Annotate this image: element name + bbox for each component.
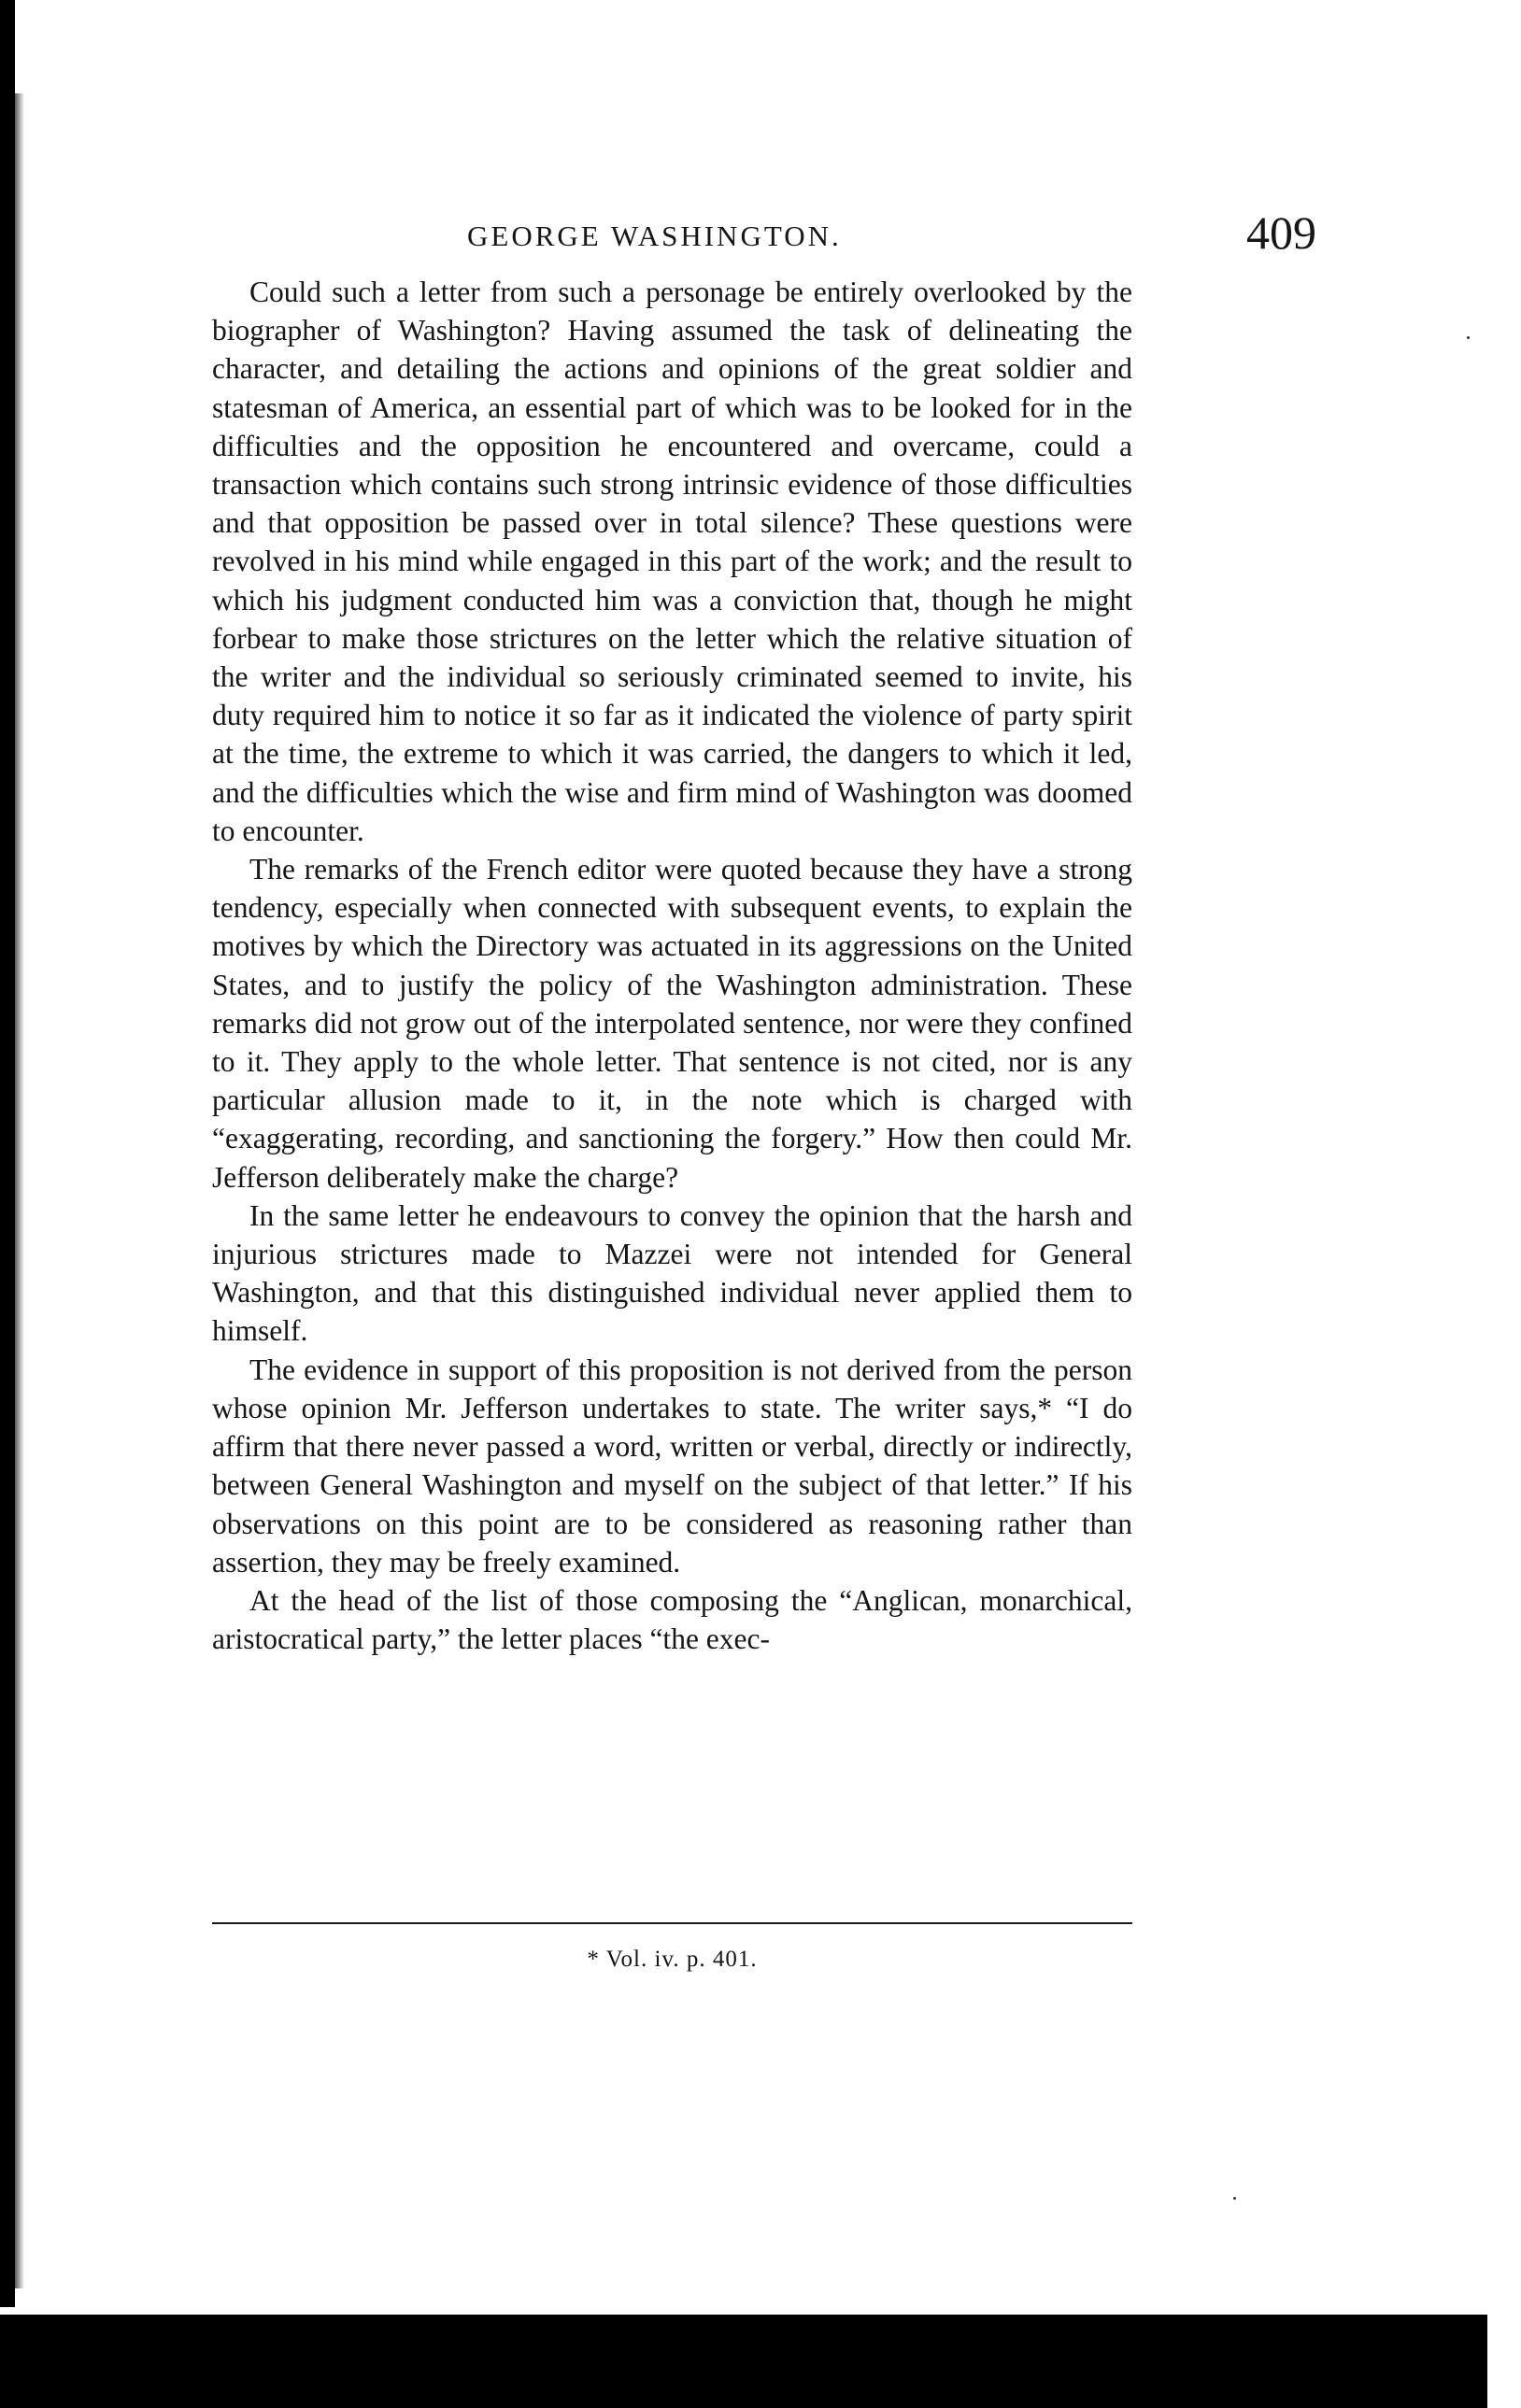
body-text bbox=[212, 273, 1132, 1658]
paragraph: Could such a letter from such a personage be entirely overlooked by the biographer of Washington? Having assumed the task of delineating the character, and detailing the actions and opinions of the great soldier and statesman of America, an essential part of which was to be looked for in the difficulties and the opposition he encountered and overcame, could a transaction which contains such strong intrinsic evidence of those difficulties and that opposition be passed over in total silence? These questions were revolved in his mind while engaged in this part of the work; and the result to which his judgment conducted him was a conviction that, though he might forbear to make those strictures on the letter which the relative situation of the writer and the individual so seriously criminated seemed to invite, his duty required him to notice it so far as it indicated the violence of party spirit at the time, the extreme to which it was carried, the dangers to which it led, and the difficulties which the wise and firm mind of Washington was doomed to encounter. bbox=[212, 276, 1132, 847]
paragraph: The remarks of the French editor were quoted because they have a strong tendency, especially when connected with subsequent events, to explain the motives by which the Directory was actuated in its aggressions on the United States, and to justify the policy of the Washington administration. These remarks did not grow out of the interpolated sentence, nor were they confined to it. They apply to the whole letter. That sentence is not cited, nor is any particular allusion made to it, in the note which is charged with “exaggerating, recording, and sanctioning the forgery.” How then could Mr. Jefferson deliberately make the charge? bbox=[212, 853, 1132, 1194]
scan-speck bbox=[1467, 336, 1470, 339]
running-head: GEORGE WASHINGTON. bbox=[467, 220, 842, 252]
scan-edge-bottom bbox=[0, 2315, 1487, 2408]
paragraph: At the head of the list of those composing the “Anglican, monarchical, aristocratical party,” the letter places “the exec- bbox=[212, 1583, 1132, 1656]
scan-shadow bbox=[15, 93, 24, 2288]
scan-speck bbox=[1233, 2197, 1236, 2200]
page-number: 409 bbox=[1246, 206, 1316, 259]
footnote: * Vol. iv. p. 401. bbox=[587, 1947, 758, 1972]
scan-edge-left bbox=[0, 0, 15, 2307]
paragraph: In the same letter he endeavours to convey the opinion that the harsh and injurious strictures made to Mazzei were not intended for General Washington, and that this distinguished individual never applied them to himself. bbox=[212, 1198, 1132, 1348]
paragraph: The evidence in support of this proposition is not derived from the person whose opinion Mr. Jefferson undertakes to state. The writer says,* “I do affirm that there never passed a word, written or verbal, directly or indirectly, between General Washington and myself on the subject of that letter.” If his observations on this point are to be considered as reasoning rather than assertion, they may be freely examined. bbox=[212, 1353, 1132, 1579]
footnote-rule bbox=[212, 1922, 1132, 1924]
